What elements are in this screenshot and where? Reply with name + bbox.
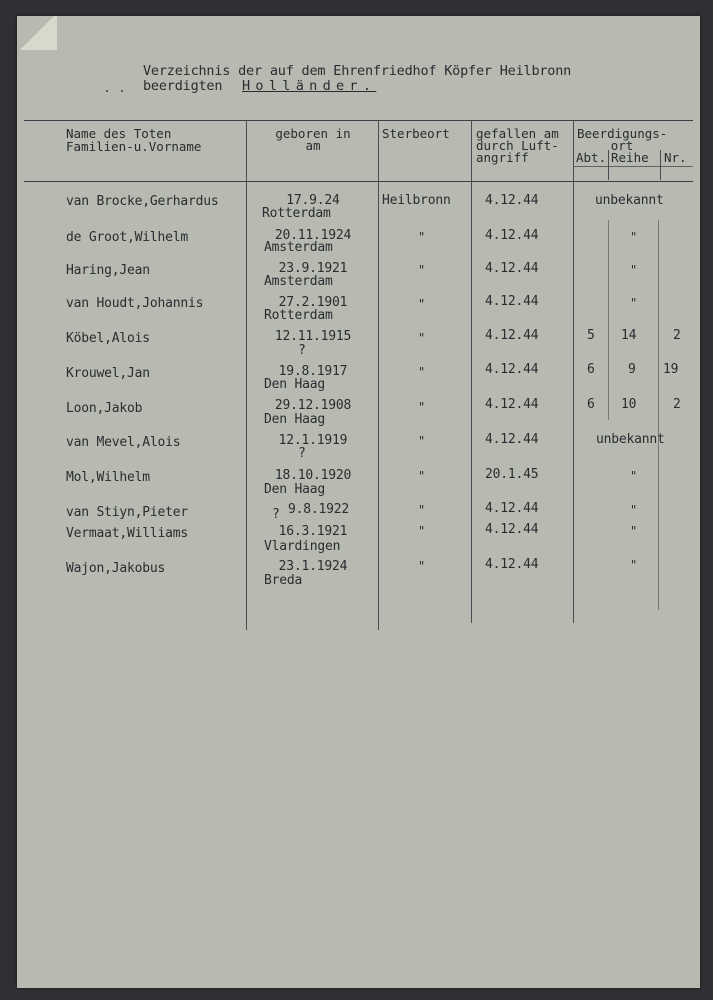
row-birth-place: ? xyxy=(298,343,306,358)
row-birth-place: Vlardingen xyxy=(264,539,341,554)
row-birth-place: Breda xyxy=(264,573,303,588)
column-divider xyxy=(246,120,247,630)
column-divider xyxy=(658,220,659,610)
row-fallen: 4.12.44 xyxy=(485,294,539,309)
row-date: 12.11.1915 xyxy=(274,329,352,344)
row-name: van Mevel,Alois xyxy=(66,435,181,450)
row-abt: 6 xyxy=(587,397,595,412)
row-burial: unbekannt xyxy=(596,432,665,447)
ditto-mark: " xyxy=(418,503,426,517)
column-divider xyxy=(573,120,574,623)
ditto-mark: " xyxy=(418,263,426,277)
row-name: van Brocke,Gerhardus xyxy=(66,194,219,209)
row-reihe: 14 xyxy=(621,328,637,343)
row-date: 18.10.1920 xyxy=(274,468,352,483)
row-fallen: 4.12.44 xyxy=(485,362,539,377)
header-nr: Nr. xyxy=(664,150,687,165)
document-title: Verzeichnis der auf dem Ehrenfriedhof Köpfer Heilbronn xyxy=(143,63,572,79)
row-reihe: 10 xyxy=(621,397,637,412)
row-fallen: 4.12.44 xyxy=(485,328,539,343)
row-date: 20.11.1924 xyxy=(274,228,352,243)
row-date: 27.2.1901 xyxy=(278,295,348,310)
row-fallen: 4.12.44 xyxy=(485,261,539,276)
row-birth-place: Rotterdam xyxy=(264,308,333,323)
header-fallen-line2: durch Luft- xyxy=(476,138,559,153)
row-fallen: 4.12.44 xyxy=(485,193,539,208)
ditto-mark: " xyxy=(418,230,426,244)
table-top-rule xyxy=(24,120,693,121)
row-birth-place: Den Haag xyxy=(264,412,326,427)
row-date: 9.8.1922 xyxy=(288,502,350,517)
row-date: 23.1.1924 xyxy=(278,559,348,574)
row-nr: 2 xyxy=(673,328,681,343)
row-death-place: Heilbronn xyxy=(382,193,451,208)
column-divider xyxy=(660,150,661,180)
header-born-line2: am xyxy=(305,138,321,153)
row-nr: 19 xyxy=(663,362,679,377)
row-fallen: 4.12.44 xyxy=(485,557,539,572)
header-burial-line1: Beerdigungs- xyxy=(577,126,668,141)
row-reihe: 9 xyxy=(628,362,636,377)
ditto-mark: " xyxy=(418,400,426,414)
header-fallen-line3: angriff xyxy=(476,150,529,165)
row-date: 12.1.1919 xyxy=(278,433,348,448)
row-fallen: 4.12.44 xyxy=(485,432,539,447)
row-name: Köbel,Alois xyxy=(66,331,150,346)
ditto-mark: " xyxy=(418,434,426,448)
row-name: Haring,Jean xyxy=(66,263,150,278)
header-reihe: Reihe xyxy=(611,150,649,165)
row-abt: 6 xyxy=(587,362,595,377)
row-name: Mol,Wilhelm xyxy=(66,470,150,485)
row-name: Vermaat,Williams xyxy=(66,526,189,541)
ditto-mark: " xyxy=(630,230,638,244)
ditto-mark: " xyxy=(418,559,426,573)
row-name: van Stiyn,Pieter xyxy=(66,505,189,520)
ditto-mark: " xyxy=(418,469,426,483)
row-birth-place: Amsterdam xyxy=(264,274,333,289)
table-header-rule xyxy=(24,181,693,182)
row-date: 19.8.1917 xyxy=(278,364,348,379)
row-fallen: 4.12.44 xyxy=(485,522,539,537)
header-abt: Abt. xyxy=(576,150,607,165)
row-burial: unbekannt xyxy=(595,193,664,208)
row-date: 29.12.1908 xyxy=(274,398,352,413)
ditto-mark: " xyxy=(630,524,638,538)
header-name-line2: Familien-u.Vorname xyxy=(66,139,202,154)
row-birth-place: Den Haag xyxy=(264,482,326,497)
column-divider xyxy=(378,120,379,630)
ditto-mark: " xyxy=(418,365,426,379)
row-birth-place: Rotterdam xyxy=(262,206,331,221)
ditto-mark: " xyxy=(630,503,638,517)
row-nr: 2 xyxy=(673,397,681,412)
row-name: Loon,Jakob xyxy=(66,401,143,416)
ditto-mark: " xyxy=(630,263,638,277)
stray-mark xyxy=(106,90,108,92)
row-birth-place: Den Haag xyxy=(264,377,326,392)
header-born-line1: geboren in xyxy=(275,126,351,141)
column-divider xyxy=(471,120,472,623)
ditto-mark: " xyxy=(418,524,426,538)
stray-mark xyxy=(121,90,123,92)
ditto-mark: " xyxy=(630,469,638,483)
header-death-place: Sterbeort xyxy=(382,126,450,141)
column-divider xyxy=(608,220,609,420)
folded-corner xyxy=(17,16,57,50)
header-burial-line2: ort xyxy=(610,138,634,153)
row-date-prefix: ? xyxy=(272,507,280,522)
row-fallen: 4.12.44 xyxy=(485,397,539,412)
row-fallen: 4.12.44 xyxy=(485,501,539,516)
row-name: van Houdt,Johannis xyxy=(66,296,204,311)
document-subtitle-word: Holländer. xyxy=(242,78,377,94)
row-date: 23.9.1921 xyxy=(278,261,348,276)
row-name: Wajon,Jakobus xyxy=(66,561,166,576)
row-name: de Groot,Wilhelm xyxy=(66,230,189,245)
row-name: Krouwel,Jan xyxy=(66,366,150,381)
row-birth-place: ? xyxy=(298,446,306,461)
row-fallen: 4.12.44 xyxy=(485,228,539,243)
ditto-mark: " xyxy=(418,297,426,311)
row-birth-place: Amsterdam xyxy=(264,240,333,255)
header-name-line1: Name des Toten xyxy=(66,126,172,141)
row-abt: 5 xyxy=(587,328,595,343)
column-divider xyxy=(608,150,609,180)
row-fallen: 20.1.45 xyxy=(485,467,539,482)
ditto-mark: " xyxy=(630,296,638,310)
ditto-mark: " xyxy=(418,331,426,345)
header-fallen-line1: gefallen am xyxy=(476,126,559,141)
document-subtitle-prefix: beerdigten xyxy=(143,78,223,94)
burial-subheader-rule xyxy=(574,166,693,167)
ditto-mark: " xyxy=(630,558,638,572)
row-date: 17.9.24 xyxy=(286,193,340,208)
row-date: 16.3.1921 xyxy=(278,524,348,539)
